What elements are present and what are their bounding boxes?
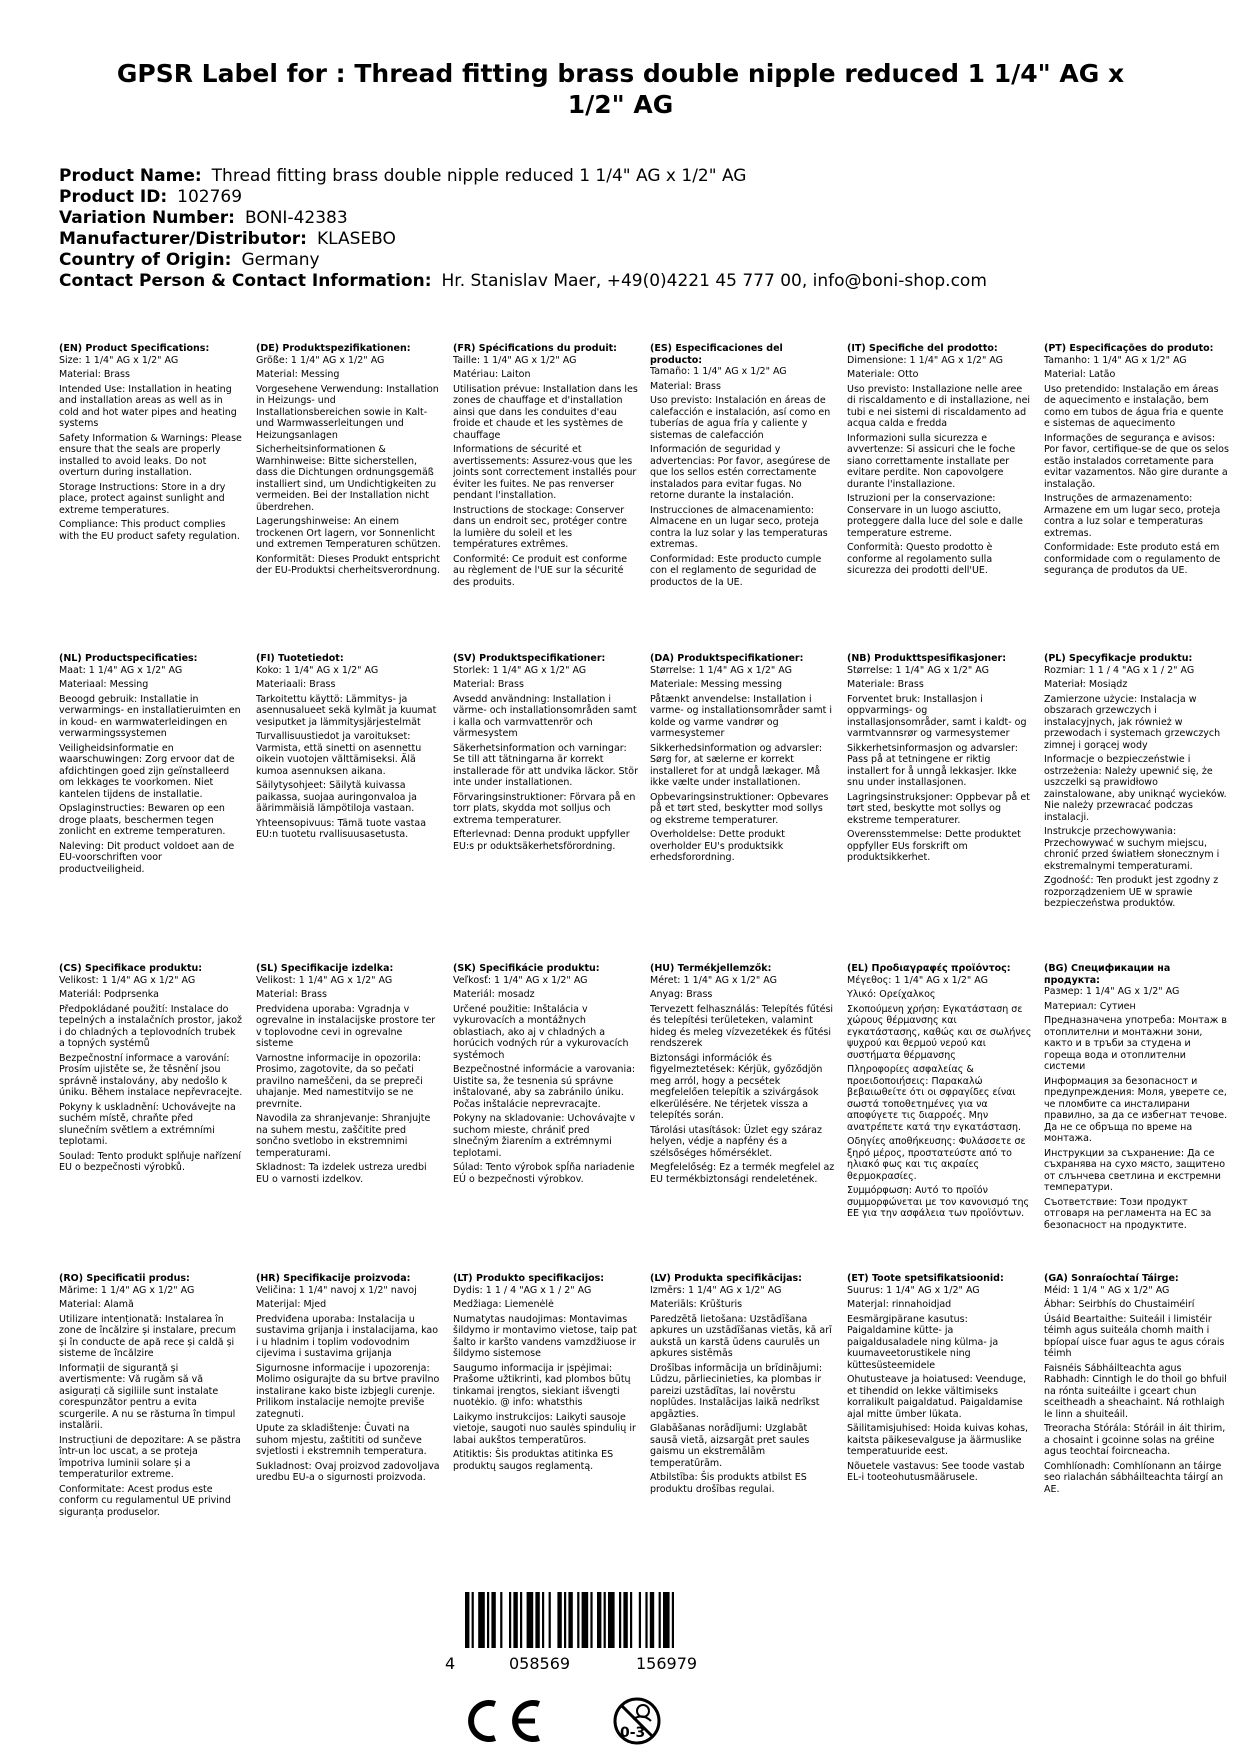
section-heading: (NB) Produkttspesifikasjoner: — [847, 653, 1007, 664]
info-value: BONI-42383 — [244, 208, 348, 228]
section-paragraph: Υλικό: Ορείχαλκος — [847, 989, 936, 1000]
section-paragraph: Инструкции за съхранение: Да се съхранява на сухо място, защитено от слънчева светлина и екстремни температури. — [1044, 1147, 1226, 1193]
section-paragraph: Materiāls: Krūšturis — [650, 1299, 743, 1310]
section-paragraph: Информация за безопасност и предупреждения: Моля, уверете се, че пломбите са инсталирани правилно, за да се избегнат течове. Да не се обръща по време на монтажа. — [1044, 1075, 1228, 1144]
barcode-bar — [487, 1592, 489, 1648]
barcode-bar — [659, 1592, 661, 1648]
section-paragraph: Størrelse: 1 1/4" AG x 1/2" AG — [847, 664, 989, 676]
section-paragraph: Размер: 1 1/4" AG x 1/2" AG — [1044, 986, 1180, 997]
barcode-bar — [564, 1592, 566, 1648]
section-paragraph: Avsedd användning: Installation i värme- och installationsområden samt i kalla och varmvattenrör och värmesystem — [453, 693, 637, 739]
section-paragraph: Veličina: 1 1/4" navoj x 1/2" navoj — [256, 1284, 417, 1296]
section-paragraph: Glabāšanas norādījumi: Uzglabāt sausā vietā, aizsargāt pret saules gaismu un ekstremālām temperatūrām. — [650, 1423, 810, 1469]
section-paragraph: Instrukcje przechowywania: Przechowywać w suchym miejscu, chronić przed światłem słonecznym i ekstremalnymi temperaturami. — [1044, 826, 1220, 872]
info-label: Product ID: — [59, 187, 168, 207]
section-paragraph: Drošības informācija un brīdinājumi: Lūdzu, pārliecinieties, ka plombas ir pareizi uzstādītas, lai novērstu noplūdes. Instalācijas laikā nedrīkst apgāzties. — [650, 1362, 823, 1420]
section-heading: (ES) Especificaciones del producto: — [650, 343, 783, 366]
section-heading: (RO) Specificatii produs: — [59, 1273, 190, 1284]
barcode-bar — [577, 1592, 579, 1648]
info-label: Contact Person & Contact Information: — [59, 271, 432, 291]
barcode-bar — [472, 1592, 474, 1648]
section-paragraph: Tárolási utasítások: Üzlet egy száraz helyen, védje a napfény és a szélsőséges hőmérséklet. — [650, 1124, 822, 1159]
section-paragraph: Größe: 1 1/4" AG x 1/2" AG — [256, 354, 385, 366]
section-paragraph: Nõuetele vastavus: See toode vastab EL-i tooteohutusmäärusele. — [847, 1460, 1025, 1483]
section-paragraph: Atbilstība: Šis produkts atbilst ES produktu drošības regulai. — [650, 1472, 807, 1495]
barcode-bar — [527, 1592, 534, 1648]
section-heading: (FI) Tuotetiedot: — [256, 653, 344, 664]
section-heading: (LT) Produkto specifikacijos: — [453, 1273, 605, 1284]
section-paragraph: Treoracha Stórála: Stóráil in áit thirim, a chosaint i gcoinne solas na gréine agus teochtaí foircneacha. — [1044, 1423, 1226, 1457]
barcode-bar — [630, 1592, 632, 1648]
section-heading: (DA) Produktspecifikationer: — [650, 653, 804, 664]
section-paragraph: Материал: Сутиен — [1044, 1000, 1136, 1012]
section-heading: (SK) Špecifikácie produktu: — [453, 963, 600, 974]
section-paragraph: Lagringsinstruksjoner: Oppbevar på et tørt sted, beskytte mot sollys og ekstreme temperaturer. — [847, 791, 1030, 826]
info-row — [59, 229, 1189, 250]
section-paragraph: Úsáid Beartaithe: Suiteáil i limistéir téimh agus suiteála chomh maith i bpíopaí uisce fuar agus te agus córais téimh — [1044, 1313, 1225, 1359]
section-paragraph: Forventet bruk: Installasjon i oppvarmings- og installasjonsområder, samt i kaldt- og varmtvannsrør og varmesystemer — [847, 693, 1027, 739]
info-label: Product Name: — [59, 166, 202, 186]
section-paragraph: Informazioni sulla sicurezza e avvertenze: Si assicuri che le foche siano correttamente installate per evitare perdite. Non capovolgere durante l'installazione. — [847, 432, 1016, 490]
section-paragraph: Materiał: Mosiądz — [1044, 679, 1128, 690]
barcode-bar — [568, 1592, 572, 1648]
section-paragraph: Biztonsági információk és figyelmeztetések: Kérjük, győződjön meg arról, hogy a pecsétek megfelelően telepítik a szivárgások elkerülésére. Ne térjetek vissza a telepítés során. — [650, 1052, 823, 1121]
barcode-bar — [513, 1592, 517, 1648]
section-paragraph: Informacje o bezpieczeństwie i ostrzeżenia: Należy upewnić się, że uszczelki są prawidłowo zainstalowane, aby uniknąć wycieków. Nie należy przewracać podczas instalacji. — [1044, 754, 1227, 823]
section-paragraph: Izmērs: 1 1/4" AG x 1/2" AG — [650, 1284, 782, 1296]
section-paragraph: Material: Brass — [650, 380, 721, 392]
section-paragraph: Tervezett felhasználás: Telepítés fűtési és telepítési területeken, valamint hideg és meleg vízvezetékek és fűtési rendszerek — [650, 1003, 834, 1049]
section-paragraph: Storlek: 1 1/4" AG x 1/2" AG — [453, 664, 587, 676]
section-paragraph: Dydis: 1 1 / 4 "AG x 1 / 2" AG — [453, 1284, 592, 1296]
section-heading: (SV) Produktspecifikationer: — [453, 653, 606, 664]
info-value: Thread fitting brass double nipple reduced 1 1/4" AG x 1/2" AG — [211, 166, 747, 186]
section-paragraph: Yhteensopivuus: Tämä tuote vastaa EU:n tuotetu rvallisuusasetusta. — [256, 817, 427, 840]
section-paragraph: Instructions de stockage: Conserver dans un endroit sec, protéger contre la lumière du soleil et les températures extrêmes. — [453, 504, 627, 550]
section-heading: (PL) Specyfikacje produktu: — [1044, 653, 1193, 664]
section-paragraph: Size: 1 1/4" AG x 1/2" AG — [59, 354, 179, 366]
section-paragraph: Material: Brass — [59, 369, 130, 380]
language-section — [59, 963, 244, 1273]
barcode-bar — [557, 1592, 561, 1648]
section-paragraph: Förvaringsinstruktioner: Förvara på en torr plats, skydda mot solljus och extrema temperaturer. — [453, 791, 636, 826]
barcode-bar — [597, 1592, 601, 1648]
info-row — [59, 208, 1189, 229]
language-section — [59, 653, 244, 963]
language-section — [1044, 343, 1229, 653]
section-paragraph: Lagerungshinweise: An einem trockenen Ort lagern, vor Sonnenlicht und extremen Temperaturen schützen. — [256, 516, 441, 550]
age-warning-text: 0-3 — [620, 1725, 646, 1741]
section-paragraph: Uso pretendido: Instalação em áreas de aquecimento e instalação, bem como em tubos de água fria e quente e sistemas de aquecimento — [1044, 383, 1224, 429]
language-section — [1044, 1273, 1229, 1583]
language-section — [453, 1273, 638, 1583]
language-section — [59, 343, 244, 653]
section-paragraph: Safety Information & Warnings: Please ensure that the seals are properly installed to avoid leaks. Do not overturn during installation. — [59, 432, 242, 478]
info-label: Country of Origin: — [59, 250, 232, 270]
language-section — [1044, 653, 1229, 963]
section-paragraph: Compliance: This product complies with the EU product safety regulation. — [59, 519, 240, 542]
language-section — [59, 1273, 244, 1583]
section-paragraph: Materiaal: Messing — [59, 679, 149, 690]
language-section — [256, 653, 441, 963]
section-paragraph: Numatytas naudojimas: Montavimas šildymo ir montavimo vietose, taip pat šalto ir karšto vandens vamzdžiuose ir šildymo sistemose — [453, 1313, 637, 1359]
barcode-digit-left: 058569 — [509, 1654, 571, 1672]
language-section — [256, 963, 441, 1273]
section-heading: (IT) Specifiche del prodotto: — [847, 343, 998, 354]
barcode-bar — [608, 1592, 615, 1648]
section-paragraph: Opslaginstructies: Bewaren op een droge plaats, beschermen tegen zonlicht en extreme temperaturen. — [59, 803, 226, 837]
section-heading: (SL) Specifikacije izdelka: — [256, 963, 394, 974]
section-paragraph: Sikkerhedsinformation og advarsler: Sørg for, at sælerne er korrekt installeret for at undgå lækager. Må ikke vælte under installationen. — [650, 742, 823, 788]
section-paragraph: Méid: 1 1/4 " AG x 1/2" AG — [1044, 1284, 1170, 1296]
section-paragraph: Material: Messing — [256, 369, 340, 380]
section-paragraph: Sigurnosne informacije i upozorenja: Molimo osigurajte da su brtve pravilno instalirane kako biste izbjegli curenje. Prilikom instalacije nemojte previše zategnuti. — [256, 1362, 440, 1420]
section-paragraph: Dimensione: 1 1/4" AG x 1/2" AG — [847, 354, 1004, 366]
language-section — [453, 653, 638, 963]
section-paragraph: Tamanho: 1 1/4" AG x 1/2" AG — [1044, 354, 1187, 366]
language-section — [650, 343, 835, 653]
section-paragraph: Størrelse: 1 1/4" AG x 1/2" AG — [650, 664, 792, 676]
section-paragraph: Saugumo informacija ir įspėjimai: Prašome užtikrinti, kad plombos būtų tinkamai įrengtos, siekiant išvengti nuotėkio. @ info: whatsthis — [453, 1362, 631, 1408]
barcode-bar — [672, 1592, 674, 1648]
section-heading: (DE) Produktspezifikationen: — [256, 343, 411, 354]
language-section — [256, 1273, 441, 1583]
section-paragraph: Sicherheitsinformationen & Warnhinweise: Bitte sicherstellen, dass die Dichtungen ordnungsgemäß installiert sind, um Undichtigkeiten zu vermeiden. Bei der Installation nicht überdrehen. — [256, 444, 437, 513]
section-paragraph: Uso previsto: Installazione nelle aree di riscaldamento e di installazione, nei tubi e nei sistemi di riscaldamento ad acqua calda e fredda — [847, 383, 1031, 429]
ce-mark-icon — [455, 1697, 715, 1745]
section-paragraph: Tamaño: 1 1/4" AG x 1/2" AG — [650, 366, 787, 377]
section-paragraph: Upute za skladištenje: Čuvati na suhom mjestu, zaštititi od sunčeve svjetlosti i ekstremnih temperatura. — [256, 1423, 427, 1457]
section-paragraph: Istruzioni per la conservazione: Conservare in un luogo asciutto, proteggere dalla luce del sole e dalle temperature estreme. — [847, 493, 1023, 539]
section-paragraph: Zamierzone użycie: Instalacja w obszarach grzewczych i instalacyjnych, jak również w przewodach i systemach grzewczych zimnej i gorącej wody — [1044, 693, 1221, 751]
info-value: Germany — [241, 250, 320, 270]
section-paragraph: Soulad: Tento produkt splňuje nařízení EU o bezpečnosti výrobků. — [59, 1150, 242, 1173]
section-paragraph: Предназначена употреба: Монтаж в отоплителни и монтажни зони, както и в тръби за студена и гореща вода и отоплителни системи — [1044, 1015, 1227, 1072]
section-paragraph: Οδηγίες αποθήκευσης: Φυλάσσετε σε ξηρό μέρος, προστατεύστε από το ηλιακό φως και τις ακραίες θερμοκρασίες. — [847, 1136, 1026, 1182]
language-section — [650, 1273, 835, 1583]
section-paragraph: Navodila za shranjevanje: Shranjujte na suhem mestu, zaščitite pred sončno svetlobo in ekstremnimi temperaturami. — [256, 1113, 431, 1159]
section-paragraph: Material: Latão — [1044, 369, 1116, 380]
section-heading: (EN) Product Specifications: — [59, 343, 210, 354]
section-paragraph: Säilitamisjuhised: Hoida kuivas kohas, kaitsta päikesevalguse ja äärmuslike temperatuuride eest. — [847, 1423, 1029, 1457]
language-section — [847, 1273, 1032, 1583]
section-paragraph: Conformità: Questo prodotto è conforme al regolamento sulla sicurezza dei prodotti dell'UE. — [847, 542, 993, 576]
section-paragraph: Påtænkt anvendelse: Installation i varme- og installationsområder samt i kolde og varme vandrør og varmesystemer — [650, 693, 832, 739]
section-paragraph: Atitiktis: Šis produktas atitinka ES produktų saugos reglamentą. — [453, 1449, 614, 1472]
section-paragraph: Velikost: 1 1/4" AG x 1/2" AG — [256, 974, 393, 986]
section-paragraph: Předpokládané použití: Instalace do tepelných a instalačních prostor, jakož i do chladných a teplovodních trubek a topných systémů — [59, 1003, 242, 1049]
section-heading: (GA) Sonraíochtaí Táirge: — [1044, 1273, 1179, 1284]
section-paragraph: Overholdelse: Dette produkt overholder EU's produktsikk erhedsforordning. — [650, 829, 785, 863]
section-paragraph: Conformidade: Este produto está em conformidade com o regulamento de segurança de produtos da UE. — [1044, 542, 1221, 576]
section-paragraph: Mărime: 1 1/4" AG x 1/2" AG — [59, 1284, 195, 1296]
info-label: Manufacturer/Distributor: — [59, 229, 307, 249]
section-paragraph: Säilytysohjeet: Säilytä kuivassa paikassa, suojaa auringonvaloa ja äärimmäisiä lämpötiloja vastaan. — [256, 780, 417, 814]
language-section — [650, 653, 835, 963]
section-heading: (FR) Spécifications du produit: — [453, 343, 617, 354]
section-paragraph: Koko: 1 1/4" AG x 1/2" AG — [256, 664, 379, 676]
section-paragraph: Zgodność: Ten produkt jest zgodny z rozporządzeniem UE w sprawie bezpieczeństwa produktów. — [1044, 875, 1219, 909]
section-paragraph: Materiaali: Brass — [256, 679, 336, 690]
language-section — [650, 963, 835, 1273]
barcode-bar — [590, 1592, 592, 1648]
barcode-bar — [639, 1592, 641, 1648]
section-paragraph: Bezpečnostné informácie a varovania: Uistite sa, že tesnenia sú správne inštalované, aby sa zabránilo úniku. Počas inštalácie neprevracajte. — [453, 1064, 636, 1110]
section-paragraph: Tarkoitettu käyttö: Lämmitys- ja asennusalueet sekä kylmät ja kuumat vesiputket ja lämmitysjärjestelmät — [256, 693, 437, 728]
barcode-bar — [604, 1592, 606, 1648]
language-section — [453, 343, 638, 653]
section-paragraph: Medžiaga: Liemenėlė — [453, 1299, 554, 1310]
barcode-bar — [549, 1592, 551, 1648]
section-paragraph: Naleving: Dit product voldoet aan de EU-voorschriften voor productveiligheid. — [59, 840, 235, 875]
section-paragraph: Materiale: Otto — [847, 369, 919, 380]
section-paragraph: Material: Brass — [256, 989, 327, 1000]
section-paragraph: Sukladnost: Ovaj proizvod zadovoljava uredbu EU-a o sigurnosti proizvoda. — [256, 1460, 440, 1483]
barcode-bar — [491, 1592, 495, 1648]
section-paragraph: Faisnéis Sábháilteachta agus Rabhadh: Cinntigh le do thoil go bhfuil na rónta suiteáilte i gceart chun sceitheadh a sheachaint. Ná rothlaigh le linn a shuiteáil. — [1044, 1362, 1227, 1420]
language-section — [847, 963, 1032, 1273]
section-heading: (EL) Προδιαγραφές προϊόντος: — [847, 963, 1011, 974]
section-heading: (CS) Specifikace produktu: — [59, 963, 203, 974]
info-row — [59, 250, 1189, 271]
compliance-marks — [455, 1697, 715, 1745]
section-paragraph: Veľkosť: 1 1/4" AG x 1/2" AG — [453, 974, 588, 986]
section-heading: (HR) Specifikacije proizvoda: — [256, 1273, 411, 1284]
section-paragraph: Predvidena uporaba: Vgradnja v ogrevalne in instalacijske prostore ter v toplovodne cevi in ogrevalne sisteme — [256, 1003, 436, 1049]
language-section — [453, 963, 638, 1273]
section-paragraph: Storage Instructions: Store in a dry place, protect against sunlight and extreme temperatures. — [59, 481, 226, 516]
section-paragraph: Skladnost: Ta izdelek ustreza uredbi EU o varnosti izdelkov. — [256, 1162, 427, 1185]
barcode-bar — [520, 1592, 522, 1648]
section-paragraph: Materiál: Podprsenka — [59, 989, 159, 1000]
section-paragraph: Instruções de armazenamento: Armazene em um lugar seco, proteja contra a luz solar e temperaturas extremas. — [1044, 493, 1221, 539]
section-paragraph: Uso previsto: Instalación en áreas de calefacción e instalación, así como en tuberías de agua fría y caliente y sistemas de calefacción — [650, 395, 831, 441]
section-paragraph: Beoogd gebruik: Installatie in verwarmings- en installatieruimten en in koud- en warmwaterleidingen en verwarmingssystemen — [59, 693, 241, 739]
section-paragraph: Vorgesehene Verwendung: Installation in Heizungs- und Installationsbereichen sowie in Kalt- und Warmwasserleitungen und Heizungsanlagen — [256, 383, 439, 441]
section-paragraph: Predviđena uporaba: Instalacija u sustavima grijanja i instalacijama, kao i u hladnim i toplim vodovodnim cijevima i sustavima grijanja — [256, 1313, 439, 1359]
section-paragraph: Conformidad: Este producto cumple con el reglamento de seguridad de productos de la UE. — [650, 553, 822, 588]
barcode-bar — [509, 1592, 511, 1648]
barcode-digit-right: 156979 — [636, 1654, 698, 1672]
section-paragraph: Opbevaringsinstruktioner: Opbevares på et tørt sted, beskytter mod sollys og ekstreme temperaturer. — [650, 791, 829, 826]
section-paragraph: Utilizare intenționată: Instalarea în zone de încălzire și instalare, precum și în conducte de apă rece și caldă și sisteme de încălzire — [59, 1313, 236, 1359]
section-paragraph: Intended Use: Installation in heating and installation areas as well as in cold and hot water pipes and heating systems — [59, 383, 237, 429]
language-sections — [59, 343, 1229, 1553]
page-title: GPSR Label for : Thread fitting brass double nipple reduced 1 1/4" AG x 1/2" AG — [116, 59, 1125, 119]
section-paragraph: Velikost: 1 1/4" AG x 1/2" AG — [59, 974, 196, 986]
section-paragraph: Conformité: Ce produit est conforme au règlement de l'UE sur la sécurité des produits. — [453, 553, 628, 588]
barcode-bar — [663, 1592, 670, 1648]
section-paragraph: Maat: 1 1/4" AG x 1/2" AG — [59, 664, 183, 676]
section-paragraph: Rozmiar: 1 1 / 4 "AG x 1 / 2" AG — [1044, 664, 1195, 676]
info-row — [59, 166, 1189, 187]
section-paragraph: Pokyny na skladovanie: Uchovávajte v suchom mieste, chrániť pred slnečným žiarením a extrémnymi teplotami. — [453, 1113, 636, 1159]
barcode — [441, 1590, 741, 1672]
section-paragraph: Μέγεθος: 1 1/4" AG x 1/2" AG — [847, 974, 988, 986]
section-paragraph: Informations de sécurité et avertissements: Assurez-vous que les joints sont correctement installés pour éviter les fuites. Ne pas renverser pendant l'installation. — [453, 444, 637, 501]
section-paragraph: Material: Alamă — [59, 1299, 134, 1310]
section-paragraph: Megfelelőség: Ez a termék megfelel az EU termékbiztonsági rendeletének. — [650, 1162, 835, 1185]
product-info — [59, 166, 1189, 292]
section-paragraph: Méret: 1 1/4" AG x 1/2" AG — [650, 974, 777, 986]
section-paragraph: Materiale: Messing messing — [650, 679, 782, 690]
section-paragraph: Konformität: Dieses Produkt entspricht der EU-Produktsi cherheitsverordnung. — [256, 553, 441, 576]
section-paragraph: Materjal: rinnahoidjad — [847, 1299, 952, 1310]
section-paragraph: Información de seguridad y advertencias: Por favor, asegúrese de que los sellos estén correctamente instalados para evitar fugas. No retorne durante la instalación. — [650, 444, 831, 501]
language-section — [256, 343, 441, 653]
barcode-bar — [623, 1592, 627, 1648]
barcode-bar — [478, 1592, 485, 1648]
section-paragraph: Σκοπούμενη χρήση: Εγκατάσταση σε χώρους θέρμανσης και εγκατάστασης, καθώς και σε σωλήνες ψυχρού και θερμού νερού και συστήματα θέρμανσης — [847, 1003, 1032, 1061]
section-paragraph: Conformitate: Acest produs este conform cu regulamentul UE privind siguranța produselor. — [59, 1483, 231, 1518]
info-value: KLASEBO — [316, 229, 396, 249]
language-section — [847, 343, 1032, 653]
section-paragraph: Sikkerhetsinformasjon og advarsler: Pass på at tetningene er riktig installert for å unngå lekkasjer. Ikke snu under installasjonen. — [847, 742, 1018, 788]
section-paragraph: Eesmärgipärane kasutus: Paigaldamine kütte- ja paigaldusaladele ning külma- ja kuumaveetorustikele ning küttesüsteemidele — [847, 1313, 999, 1371]
language-section — [1044, 963, 1229, 1273]
section-paragraph: Anyag: Brass — [650, 989, 713, 1000]
section-paragraph: Bezpečnostní informace a varování: Prosím ujistěte se, že těsnění jsou správně instalovány, aby nedošlo k úniku. Během instalace nepřevracejte. — [59, 1052, 243, 1098]
info-value: 102769 — [177, 187, 243, 207]
section-heading: (PT) Especificações do produto: — [1044, 343, 1214, 354]
barcode-bar — [542, 1592, 544, 1648]
barcode-bar — [465, 1592, 469, 1648]
section-heading: (HU) Termékjellemzők: — [650, 963, 772, 974]
section-paragraph: Informații de siguranță și avertismente: Vă rugăm să vă asigurați că sigiliile sunt instalate corespunzător pentru a evita scurgerile. A nu se răsturna în timpul instalării. — [59, 1362, 236, 1431]
section-paragraph: Určené použitie: Inštalácia v vykurovacích a montážnych oblastiach, ako aj v chladných a horúcich vodných rúr a vykurovacích systémoch — [453, 1003, 629, 1061]
section-paragraph: Instrucțiuni de depozitare: A se păstra într-un loc uscat, a se proteja împotriva luminii solare și a temperaturilor extreme. — [59, 1434, 241, 1480]
section-paragraph: Comhlíonadh: Comhlíonann an táirge seo rialachán sábháilteachta táirgí an AE. — [1044, 1460, 1224, 1495]
barcode-bar — [500, 1592, 502, 1648]
barcode-digit-prefix: 4 — [445, 1654, 456, 1672]
section-paragraph: Materiál: mosadz — [453, 989, 535, 1000]
section-paragraph: Varnostne informacije in opozorila: Prosimo, zagotovite, da so pečati pravilno nameščeni, da se prepreči uhajanje. Med namestitvijo se ne prevrnite. — [256, 1052, 423, 1110]
section-heading: (LV) Produkta specifikācijas: — [650, 1273, 802, 1284]
section-paragraph: Suurus: 1 1/4" AG x 1/2" AG — [847, 1284, 980, 1296]
barcode-bar — [650, 1592, 654, 1648]
section-paragraph: Materiale: Brass — [847, 679, 924, 690]
barcode-bar — [535, 1592, 539, 1648]
section-paragraph: Material: Brass — [453, 679, 524, 690]
language-section — [847, 653, 1032, 963]
section-heading: (ET) Toote spetsifikatsioonid: — [847, 1273, 1004, 1284]
info-value: Hr. Stanislav Maer, +49(0)4221 45 777 00, info@boni-shop.com — [441, 271, 987, 291]
section-paragraph: Materijal: Mjed — [256, 1299, 327, 1310]
not-for-children-0-3-icon — [615, 1699, 659, 1743]
section-heading: (NL) Productspecificaties: — [59, 653, 198, 664]
section-paragraph: Πληροφορίες ασφαλείας & προειδοποιήσεις: Παρακαλώ βεβαιωθείτε ότι οι σφραγίδες είναι σωστά τοποθετημένες για να αποφύγετε τις διαρροές. Μην ανατρέπετε κατά την εγκατάσταση. — [847, 1064, 1022, 1133]
info-row — [59, 271, 1189, 292]
section-paragraph: Ábhar: Seirbhís do Chustaiméirí — [1044, 1299, 1195, 1310]
section-paragraph: Utilisation prévue: Installation dans les zones de chauffage et d'installation ainsi que dans les conduites d'eau froide et chaude et les systèmes de chauffage — [453, 383, 638, 441]
info-row — [59, 187, 1189, 208]
section-paragraph: Säkerhetsinformation och varningar: Se till att tätningarna är korrekt installerade för att undvika läckor. Stör inte under installationen. — [453, 742, 638, 788]
section-paragraph: Laikymo instrukcijos: Laikyti sausoje vietoje, saugoti nuo saulės spindulių ir labai aukštos temperatūros. — [453, 1411, 636, 1446]
section-heading: (BG) Спецификации на продукта: — [1044, 963, 1171, 986]
barcode-bar — [582, 1592, 589, 1648]
section-paragraph: Turvallisuustiedot ja varoitukset: Varmista, että sinetti on asennettu oikein vuotojen välttämiseksi. Älä kumoa asennuksen aikana. — [256, 731, 422, 777]
section-paragraph: Overensstemmelse: Dette produktet oppfyller EUs forskrift om produktsikkerhet. — [847, 829, 1021, 863]
barcode-bar — [645, 1592, 647, 1648]
section-paragraph: Súlad: Tento výrobok spĺňa nariadenie EÚ o bezpečnosti výrobkov. — [453, 1162, 635, 1185]
section-paragraph: Efterlevnad: Denna produkt uppfyller EU:s pr oduktsäkerhetsförordning. — [453, 829, 630, 852]
section-paragraph: Съответствие: Този продукт отговаря на регламента на ЕС за безопасност на продуктите. — [1044, 1196, 1212, 1231]
section-paragraph: Taille: 1 1/4" AG x 1/2" AG — [453, 354, 577, 366]
section-paragraph: Veiligheidsinformatie en waarschuwingen: Zorg ervoor dat de afdichtingen goed zijn geïnstalleerd om lekkages te voorkomen. Niet kantelen tijdens de installatie. — [59, 742, 235, 800]
section-paragraph: Instrucciones de almacenamiento: Almacene en un lugar seco, proteja contra la luz solar y las temperaturas extremas. — [650, 504, 828, 550]
section-paragraph: Informações de segurança e avisos: Por favor, certifique-se de que os selos estão instalados corretamente para evitar vazamentos. Não gire durante a instalação. — [1044, 432, 1229, 490]
section-paragraph: Matériau: Laiton — [453, 369, 531, 380]
section-paragraph: Ohutusteave ja hoiatused: Veenduge, et tihendid on lekke vältimiseks korralikult paigaldatud. Paigaldamise ajal mitte ümber lükata. — [847, 1374, 1027, 1420]
section-paragraph: Συμμόρφωση: Αυτό το προϊόν συμμορφώνεται με τον κανονισμό της ΕΕ για την ασφάλεια των προϊόντων. — [847, 1185, 1030, 1219]
section-paragraph: Pokyny k uskladnění: Uchovávejte na suchém místě, chraňte před slunečním světlem a extrémními teplotami. — [59, 1101, 236, 1147]
barcode-bar — [619, 1592, 621, 1648]
section-paragraph: Paredzētā lietošana: Uzstādīšana apkures un uzstādīšanas vietās, kā arī aukstā un karstā ūdens caurulēs un apkures sistēmās — [650, 1313, 832, 1359]
info-label: Variation Number: — [59, 208, 235, 228]
